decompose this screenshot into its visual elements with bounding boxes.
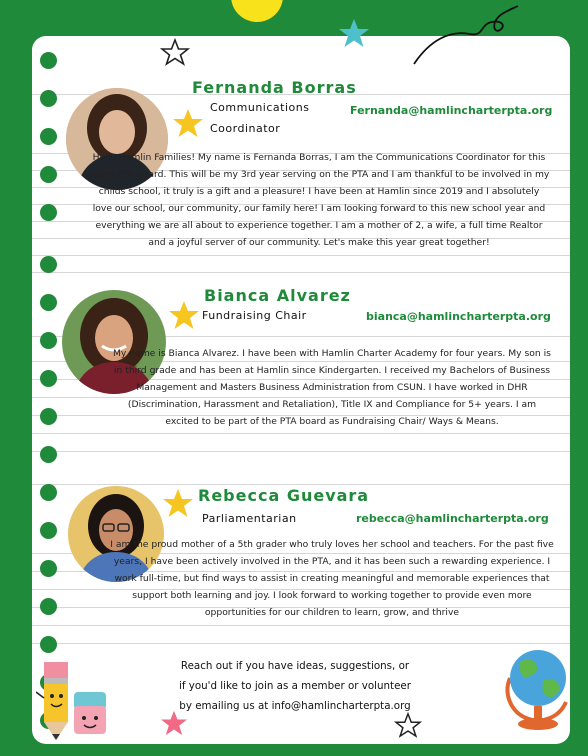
binder-hole <box>40 90 57 107</box>
binder-hole <box>40 370 57 387</box>
binder-hole <box>40 446 57 463</box>
binder-hole <box>40 598 57 615</box>
ruled-line <box>32 255 570 256</box>
member-role-line: Coordinator <box>210 122 281 135</box>
member-role-line: Fundraising Chair <box>202 309 307 322</box>
contact-line: if you'd like to join as a member or volunteer <box>178 680 412 692</box>
ruled-line <box>32 433 570 434</box>
ruled-line <box>32 451 570 452</box>
ruled-line <box>32 625 570 626</box>
ruled-line <box>32 272 570 273</box>
eraser-character-icon <box>70 690 110 740</box>
binder-hole <box>40 204 57 221</box>
binder-hole <box>40 636 57 653</box>
teal-star-icon <box>338 18 370 48</box>
member-email: bianca@hamlincharterpta.org <box>366 310 551 323</box>
member-name: Fernanda Borras <box>192 78 357 97</box>
star-icon <box>172 108 204 138</box>
contact-line: Reach out if you have ideas, suggestions, or <box>180 660 410 672</box>
ruled-line <box>32 484 570 485</box>
squiggle-line-decoration <box>410 0 520 70</box>
contact-line: by emailing us at info@hamlincharterpta.org <box>179 700 411 712</box>
star-icon <box>168 300 200 330</box>
contact-message <box>150 656 440 716</box>
outline-star-icon <box>160 38 190 66</box>
binder-hole <box>40 294 57 311</box>
binder-hole <box>40 256 57 273</box>
member-bio: Hello Hamlin Families! My name is Fernanda Borras, I am the Communications Coordinator for this years PTA Board. This will be my 3rd year serving on the PTA and I am thankful to be involved in my childs school, it truly is a gift and a pleasure! I have been at Hamlin since 2019 and I absolutely love our school, our community, our family here! I am looking forward to this new school year and everything we are all about to experience together. I am a mother of 2, a wife, a full time Realtor and a joyful server of our community. Let's make this year great together! <box>88 152 550 248</box>
binder-hole <box>40 166 57 183</box>
binder-hole <box>40 52 57 69</box>
member-bio: My name is Bianca Alvarez. I have been with Hamlin Charter Academy for four years. My son is in third grade and has been at Hamlin since Kindergarten. I received my Bachelors of Business Management and Masters Business Administration from CSUN. I have worked in DHR (Discrimination, Harassment and Retaliation), Title IX and Compliance for 5+ years. I am excited to be part of the PTA board as Fundraising Chair/ Ways & Means. <box>113 348 551 427</box>
member-name: Rebecca Guevara <box>198 486 370 505</box>
binder-hole <box>40 128 57 145</box>
member-role-line: Parliamentarian <box>202 512 297 525</box>
member-name: Bianca Alvarez <box>204 286 351 305</box>
binder-hole <box>40 332 57 349</box>
globe-icon <box>500 640 578 736</box>
outline-star-icon <box>394 712 422 738</box>
member-bio: I am the proud mother of a 5th grader who truly loves her school and teachers. For the past five years, I have been actively involved in the PTA, and it has been such a rewarding experience. I work full-time, but find ways to assist in creating meaningful and memorable experiences that support both learning and joy. I look forward to working together to provide even more opportunities for our children to learn, grow, and thrive <box>110 539 554 618</box>
ruled-line <box>32 643 570 644</box>
star-icon <box>162 488 194 518</box>
binder-hole <box>40 522 57 539</box>
binder-hole <box>40 408 57 425</box>
member-role-line: Communications <box>210 101 310 114</box>
sun-decoration <box>231 0 283 22</box>
binder-hole <box>40 484 57 501</box>
member-email: Fernanda@hamlincharterpta.org <box>350 104 553 117</box>
pink-star-icon <box>160 710 188 736</box>
binder-hole <box>40 560 57 577</box>
member-email: rebecca@hamlincharterpta.org <box>356 512 549 525</box>
